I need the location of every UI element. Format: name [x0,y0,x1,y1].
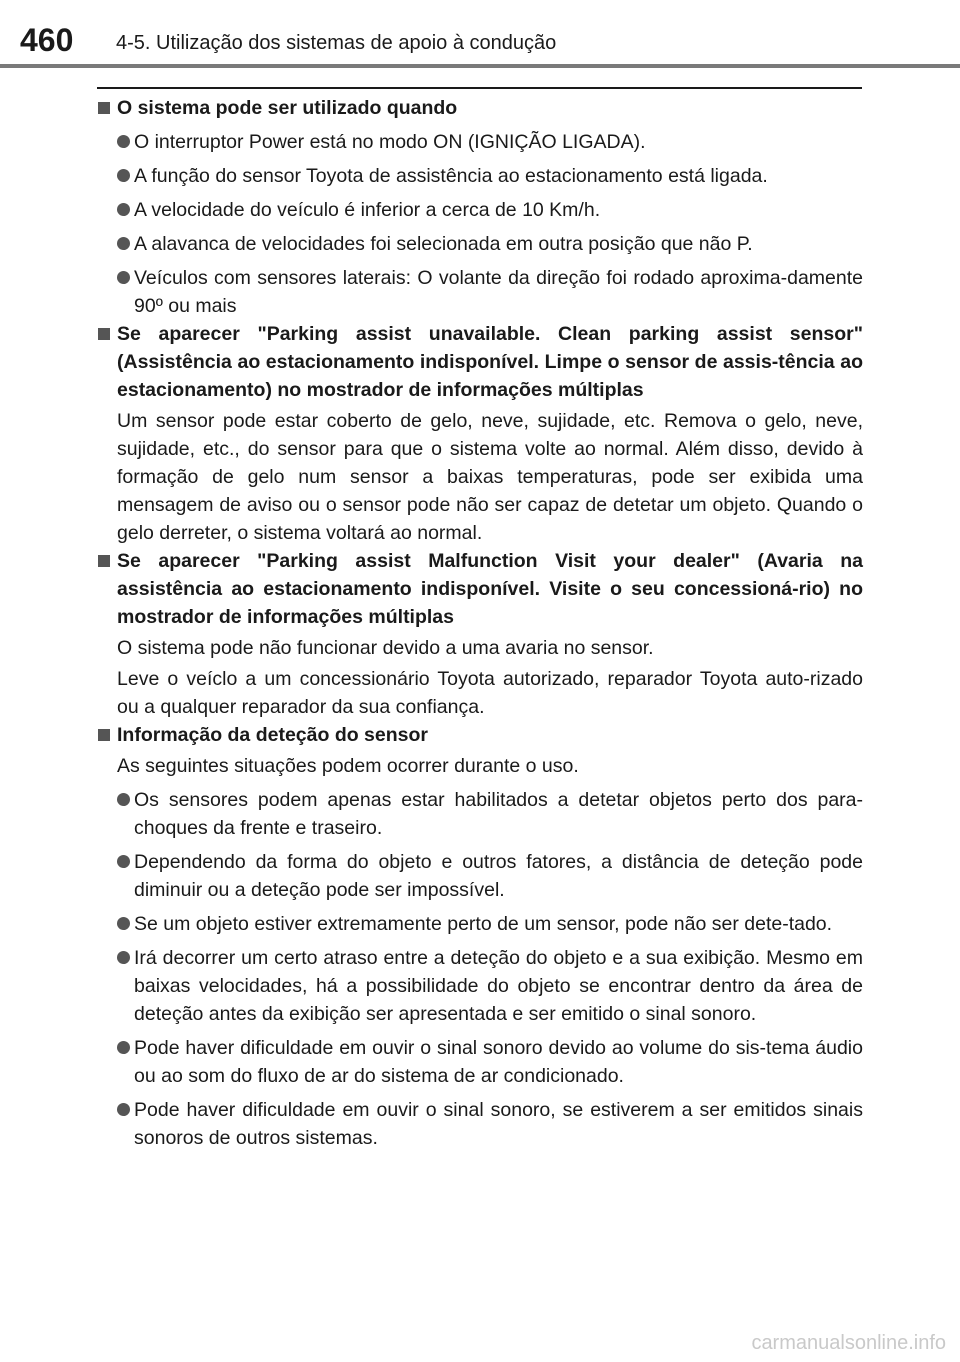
section-sensor-unavailable [97,320,863,547]
section-heading [97,320,863,404]
section-heading [97,721,863,749]
list-item-text: Pode haver dificuldade em ouvir o sinal sonoro devido ao volume do sis-tema áudio ou ao som do fluxo de ar do sistema de ar condicionado. [134,1037,863,1087]
list-item [97,230,863,258]
page-number: 460 [20,22,74,58]
list-item-text: Veículos com sensores laterais: O volante da direção foi rodado aproxima-damente 90º ou mais [134,267,863,317]
list-item-text: Os sensores podem apenas estar habilitados a detetar objetos perto dos para-choques da frente e traseiro. [134,789,863,839]
list-item-text: Irá decorrer um certo atraso entre a deteção do objeto e a sua exibição. Mesmo em baixas velocidades, há a possibilidade do objeto se encontrar dentro da área de deteção antes da exibição ser apresentada e ser emitido o sinal sonoro. [134,947,863,1025]
list-item [97,128,863,156]
list-item-text: Dependendo da forma do objeto e outros fatores, a distância de deteção pode diminuir ou a deteção pode ser impossível. [134,851,863,901]
paragraph: As seguintes situações podem ocorrer durante o uso. [117,755,579,777]
list-item-text: Se um objeto estiver extremamente perto de um sensor, pode não ser dete-tado. [134,913,833,935]
circle-bullet-icon [117,1041,130,1054]
paragraph: O sistema pode não funcionar devido a uma avaria no sensor. [117,637,654,659]
section-detection-info [97,721,863,1152]
circle-bullet-icon [117,271,130,284]
section-heading-text: Informação da deteção do sensor [117,724,429,746]
section-heading-text: Se aparecer "Parking assist Malfunction Visit your dealer" (Avaria na assistência ao estacionamento indisponível. Visite o seu concessioná-rio) no mostrador de informações múltiplas [117,550,863,628]
square-bullet-icon [98,102,110,114]
section-heading [97,547,863,631]
watermark: carmanualsonline.info [751,1332,946,1354]
paragraph: Leve o veíclo a um concessionário Toyota autorizado, reparador Toyota auto-rizado ou a qualquer reparador da sua confiança. [117,668,863,718]
circle-bullet-icon [117,135,130,148]
chapter-title: 4-5. Utilização dos sistemas de apoio à condução [116,32,557,54]
circle-bullet-icon [117,855,130,868]
list-item [97,196,863,224]
square-bullet-icon [98,555,110,567]
square-bullet-icon [98,328,110,340]
circle-bullet-icon [117,793,130,806]
list-item [97,786,863,842]
section-heading [97,94,863,122]
section-conditions [97,94,863,320]
list-item-text: O interruptor Power está no modo ON (IGNIÇÃO LIGADA). [134,131,646,153]
list-item-text: Pode haver dificuldade em ouvir o sinal sonoro, se estiverem a ser emitidos sinais sonoros de outros sistemas. [134,1099,863,1149]
section-heading-text: Se aparecer "Parking assist unavailable. Clean parking assist sensor" (Assistência ao estacionamento indisponível. Limpe o sensor de assis-tência ao estacionamento) no mostrador de informações múltiplas [117,323,863,401]
list-item [97,848,863,904]
circle-bullet-icon [117,203,130,216]
paragraph: Um sensor pode estar coberto de gelo, neve, sujidade, etc. Remova o gelo, neve, sujidade, etc., do sensor para que o sistema volte ao normal. Além disso, devido à formação de gelo num sensor a baixas temperaturas, pode ser exibida uma mensagem de aviso ou o sensor pode não ser capaz de detetar um objeto. Quando o gelo derreter, o sistema voltará ao normal. [117,410,863,544]
page-content [97,94,863,1152]
list-item [97,1034,863,1090]
circle-bullet-icon [117,951,130,964]
list-item-text: A velocidade do veículo é inferior a cerca de 10 Km/h. [134,199,601,221]
square-bullet-icon [98,729,110,741]
list-item [97,264,863,320]
list-item [97,162,863,190]
list-item-text: A função do sensor Toyota de assistência ao estacionamento está ligada. [134,165,768,187]
header-divider [0,64,960,68]
list-item [97,910,863,938]
list-item [97,1096,863,1152]
section-malfunction [97,547,863,721]
list-item-text: A alavanca de velocidades foi selecionada em outra posição que não P. [134,233,753,255]
content-top-rule [97,87,862,89]
circle-bullet-icon [117,169,130,182]
circle-bullet-icon [117,237,130,250]
list-item [97,944,863,1028]
section-heading-text: O sistema pode ser utilizado quando [117,97,458,119]
circle-bullet-icon [117,1103,130,1116]
circle-bullet-icon [117,917,130,930]
